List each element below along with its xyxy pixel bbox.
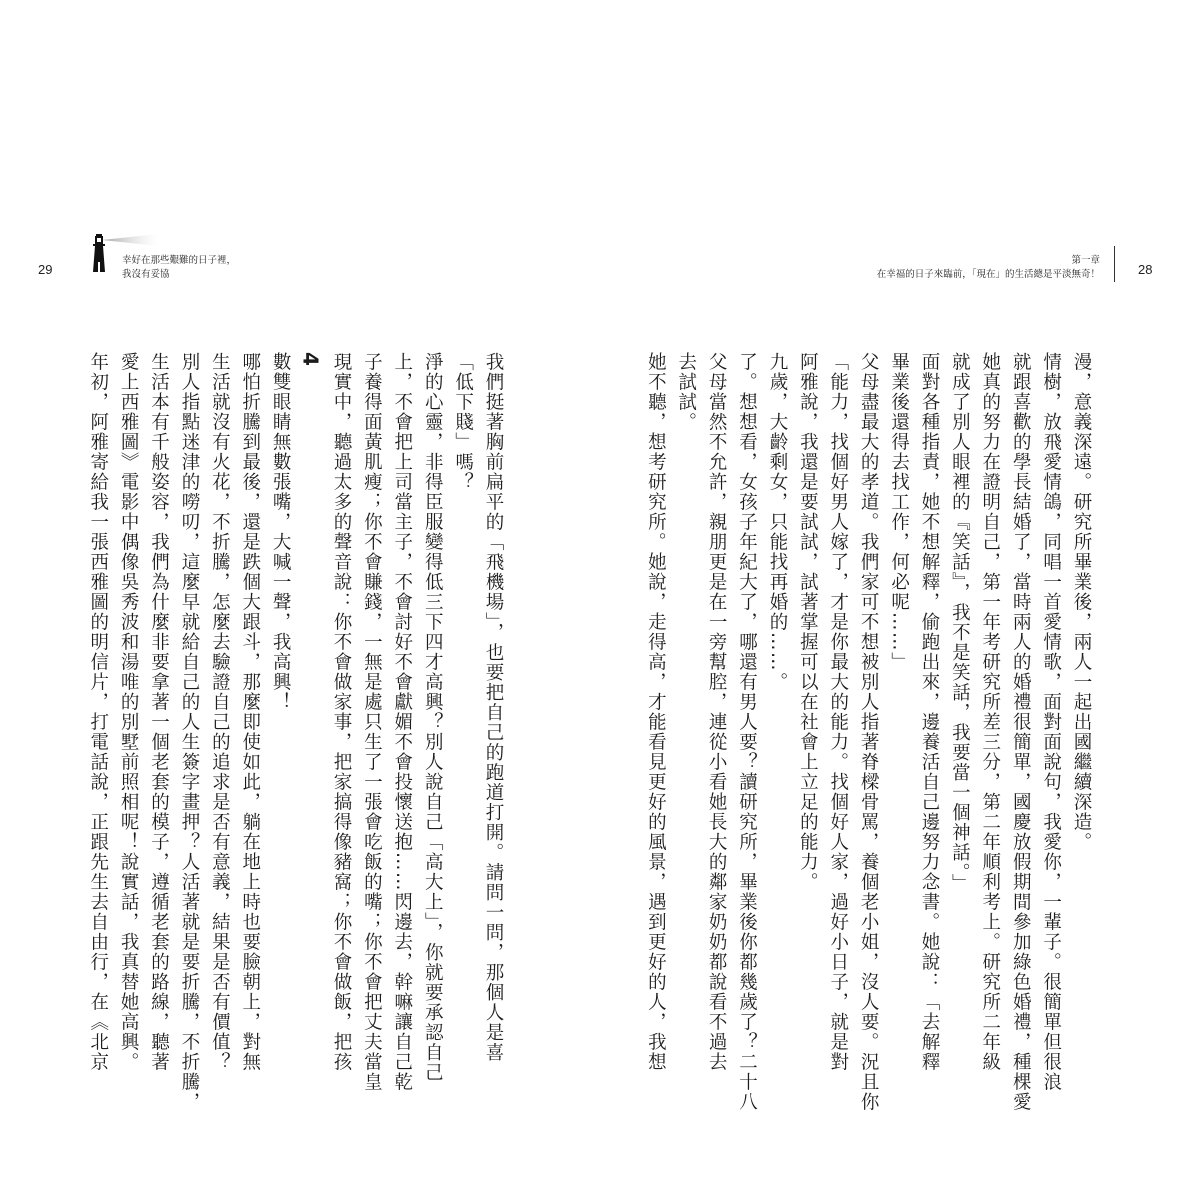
header-line-1: 幸好在那些艱難的日子裡， xyxy=(122,255,237,266)
text-column: 上，不會把上司當主子，不會討好不會獻媚不會投懷送抱……閃邊去，幹嘛讓自己乾 xyxy=(391,352,413,1092)
page-number-right: 28 xyxy=(1138,262,1153,277)
left-page-body xyxy=(87,352,508,1112)
text-column: 她真的努力在證明自己，第一年考研究所差三分，第二年順利考上。研究所二年級 xyxy=(979,352,1001,1072)
text-column: 去試試。 xyxy=(675,352,697,432)
running-header-left xyxy=(122,254,236,282)
text-column: 面對各種指責，她不想解釋，偷跑出來，邊養活自己邊努力念書。她說：「去解釋 xyxy=(918,352,940,1072)
header-line-2: 我沒有妥協 xyxy=(122,269,170,280)
text-column: 就成了別人眼裡的『笑話』，我不是笑話，我要當一個神話。」 xyxy=(949,352,971,894)
text-column: 她不聽，想考研究所。她說，走得高，才能看見更好的風景，遇到更好的人，我想 xyxy=(645,352,667,1072)
page-number-left: 29 xyxy=(38,262,53,277)
running-header-right xyxy=(877,254,1100,282)
text-column: 漫，意義深遠。研究所畢業後，兩人一起出國繼續深造。 xyxy=(1071,352,1092,852)
text-column: 阿雅說，我還是要試試，試著掌握可以在社會上立足的能力。 xyxy=(797,352,819,892)
text-column: 「能力，找個好男人嫁了，才是你最大的能力。找個好人家，過好小日子，就是對 xyxy=(827,352,849,1072)
text-column: 了。想想看，女孩子年紀大了，哪還有男人要？讀研究所，畢業後你都幾歲了？二十八 xyxy=(736,352,758,1112)
text-column: 數雙眼睛無數張嘴，大喊一聲，我高興！ xyxy=(270,352,292,712)
text-column: 父母盡最大的孝道。我們家可不想被別人指著脊樑骨罵，養個老小姐，沒人要。況且你 xyxy=(858,352,880,1112)
text-column: 父母當然不允許，親朋更是在一旁幫腔，連從小看她長大的鄰家奶奶都說看不過去 xyxy=(706,352,728,1072)
chapter-title: 在幸福的日子來臨前，「現在」的生活總是平淡無奇！ xyxy=(876,269,1100,280)
text-column: 子養得面黃肌瘦；你不會賺錢，一無是處只生了一張會吃飯的嘴；你不會把丈夫當皇 xyxy=(361,352,383,1092)
section-number: 4 xyxy=(298,352,323,368)
text-column: 別人指點迷津的嘮叨，這麼早就給自己的人生簽字畫押？人活著就是要折騰，不折騰， xyxy=(178,352,200,1112)
text-column: 現實中，聽過太多的聲音說：你不會做家事，把家搞得像豬窩；你不會做飯，把孩 xyxy=(330,352,352,1072)
chapter-label: 第一章 xyxy=(1071,255,1100,266)
text-column: 淨的心靈，非得臣服變得低三下四才高興？別人說自己「高大上」，你就要承認自己 xyxy=(422,352,444,1083)
text-column: 「低下賤」嗎？ xyxy=(452,352,474,492)
text-column: 就跟喜歡的學長結婚了，當時兩人的婚禮很簡單，國慶放假期間參加綠色婚禮，種棵愛 xyxy=(1010,352,1032,1112)
text-column: 九歲，大齡剩女，只能找再婚的……。 xyxy=(766,352,788,692)
text-column: 我們挺著胸前扁平的「飛機場」，也要把自己的跑道打開。請問一問，那個人是喜 xyxy=(483,352,504,1063)
text-column: 生活就沒有火花，不折騰，怎麼去驗證自己的追求是否有意義，結果是否有價值？ xyxy=(209,352,231,1072)
text-column: 愛上西雅圖》電影中偶像吳秀波和湯唯的別墅前照相呢！說實話，我真替她高興。 xyxy=(118,352,140,1072)
text-column: 年初，阿雅寄給我一張西雅圖的明信片，打電話說，正跟先生去自由行，在《北京 xyxy=(87,352,109,1072)
right-page-body xyxy=(645,352,1096,1112)
header-divider xyxy=(1114,246,1115,282)
text-column: 生活本有千般姿容，我們為什麼非要拿著一個老套的模子，遵循老套的路線，聽著 xyxy=(148,352,170,1072)
text-column: 哪怕折騰到最後，還是跌個大跟斗，那麼即使如此，躺在地上時也要臉朝上，對無 xyxy=(239,352,261,1072)
text-column: 畢業後還得去找工作，何必呢……」 xyxy=(888,352,910,672)
text-column: 情樹，放飛愛情鴿，同唱一首愛情歌，面對面說句，我愛你，一輩子。很簡單但很浪 xyxy=(1040,352,1062,1092)
